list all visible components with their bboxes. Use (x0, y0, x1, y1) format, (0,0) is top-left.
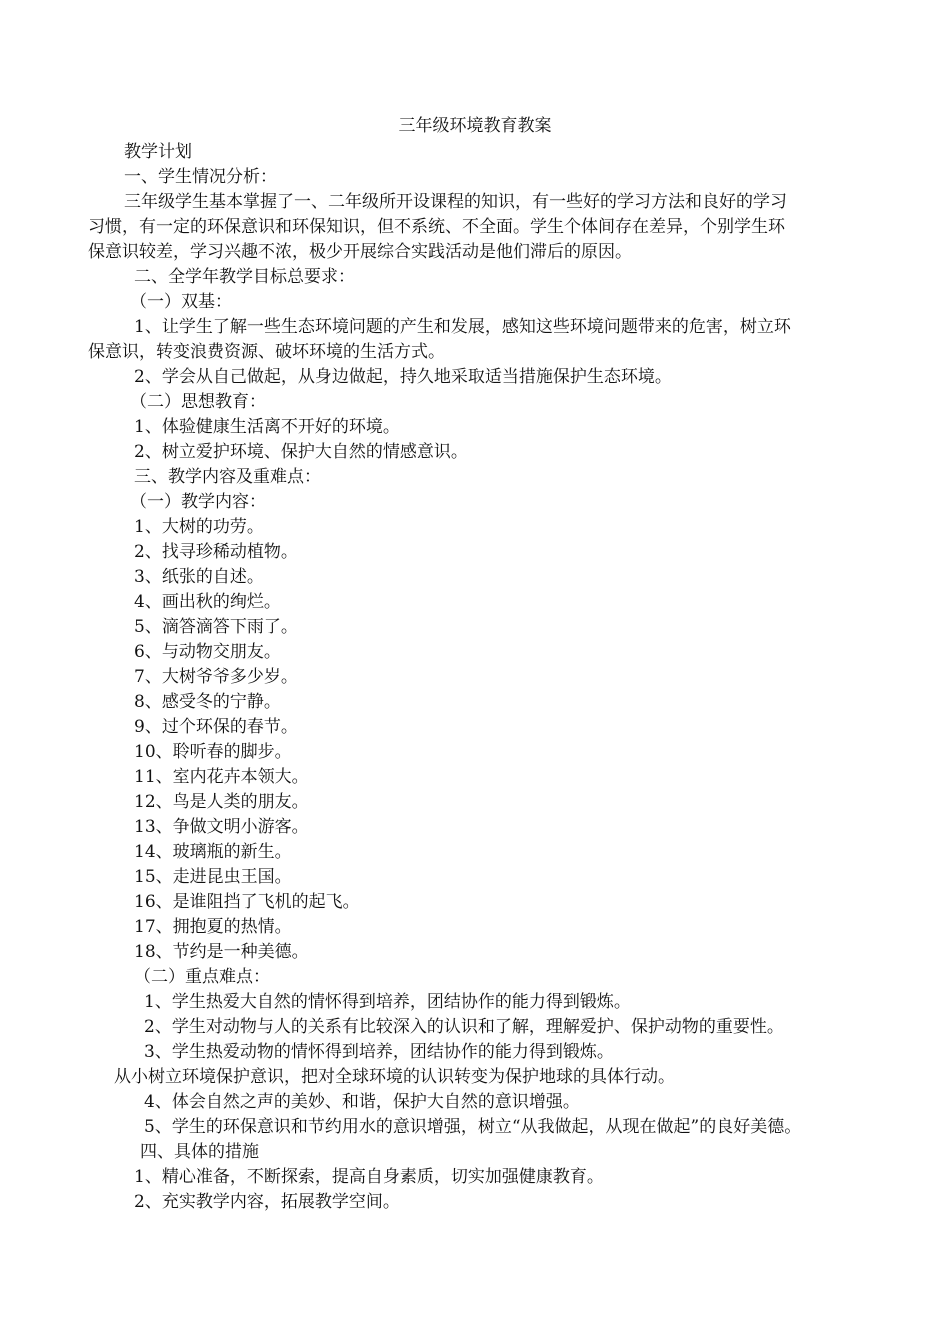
section-heading-1: 一、学生情况分析： (124, 167, 277, 187)
paragraph-line: 三年级学生基本掌握了一、二年级所开设课程的知识，有一些好的学习方法和良好的学习 (124, 192, 787, 212)
list-item: 3、纸张的自述。 (134, 567, 264, 587)
list-item: 7、大树爷爷多少岁。 (134, 667, 298, 687)
section-heading-2: 二、全学年教学目标总要求： (134, 267, 355, 287)
list-item: 15、走进昆虫王国。 (134, 867, 292, 887)
list-item: 8、感受冬的宁静。 (134, 692, 281, 712)
section-heading-4: 四、具体的措施 (140, 1142, 259, 1162)
list-item: 6、与动物交朋友。 (134, 642, 281, 662)
list-item: 2、充实教学内容，拓展教学空间。 (134, 1192, 400, 1212)
list-item: 10、聆听春的脚步。 (134, 742, 292, 762)
paragraph-line: 保意识，转变浪费资源、破坏环境的生活方式。 (88, 342, 445, 362)
list-item: 5、学生的环保意识和节约用水的意识增强，树立“从我做起，从现在做起”的良好美德。 (144, 1117, 802, 1137)
list-item: 16、是谁阻挡了飞机的起飞。 (134, 892, 360, 912)
paragraph-line: 保意识较差，学习兴趣不浓，极少开展综合实践活动是他们滞后的原因。 (88, 242, 632, 262)
list-item: 9、过个环保的春节。 (134, 717, 298, 737)
subsection-heading: （一）双基： (130, 292, 232, 312)
section-heading-3: 三、教学内容及重难点： (134, 467, 321, 487)
list-item: 1、学生热爱大自然的情怀得到培养，团结协作的能力得到锻炼。 (144, 992, 631, 1012)
subsection-heading: （二）思想教育： (130, 392, 266, 412)
list-item: 13、争做文明小游客。 (134, 817, 309, 837)
list-item: 2、学生对动物与人的关系有比较深入的认识和了解，理解爱护、保护动物的重要性。 (144, 1017, 784, 1037)
list-item: 11、室内花卉本领大。 (134, 767, 309, 787)
paragraph-line: 1、让学生了解一些生态环境问题的产生和发展，感知这些环境问题带来的危害，树立环 (134, 317, 791, 337)
list-item: 4、画出秋的绚烂。 (134, 592, 281, 612)
list-item: 12、鸟是人类的朋友。 (134, 792, 309, 812)
heading-teaching-plan: 教学计划 (124, 142, 192, 162)
paragraph-line: 从小树立环境保护意识，把对全球环境的认识转变为保护地球的具体行动。 (114, 1067, 675, 1087)
subsection-heading: （二）重点难点： (134, 967, 270, 987)
list-item: 17、拥抱夏的热情。 (134, 917, 292, 937)
list-item: 1、精心准备，不断探索，提高自身素质，切实加强健康教育。 (134, 1167, 604, 1187)
list-item: 18、节约是一种美德。 (134, 942, 309, 962)
list-item: 1、体验健康生活离不开好的环境。 (134, 417, 400, 437)
list-item: 2、找寻珍稀动植物。 (134, 542, 298, 562)
paragraph-line: 习惯，有一定的环保意识和环保知识，但不系统、不全面。学生个体间存在差异，个别学生环 (88, 217, 785, 237)
list-item: 4、体会自然之声的美妙、和谐，保护大自然的意识增强。 (144, 1092, 580, 1112)
list-item: 2、学会从自己做起，从身边做起，持久地采取适当措施保护生态环境。 (134, 367, 672, 387)
document-title: 三年级环境教育教案 (398, 116, 552, 136)
list-item: 2、树立爱护环境、保护大自然的情感意识。 (134, 442, 468, 462)
subsection-heading: （一）教学内容： (130, 492, 266, 512)
list-item: 3、学生热爱动物的情怀得到培养，团结协作的能力得到锻炼。 (144, 1042, 614, 1062)
list-item: 1、大树的功劳。 (134, 517, 264, 537)
list-item: 5、滴答滴答下雨了。 (134, 617, 298, 637)
list-item: 14、玻璃瓶的新生。 (134, 842, 292, 862)
